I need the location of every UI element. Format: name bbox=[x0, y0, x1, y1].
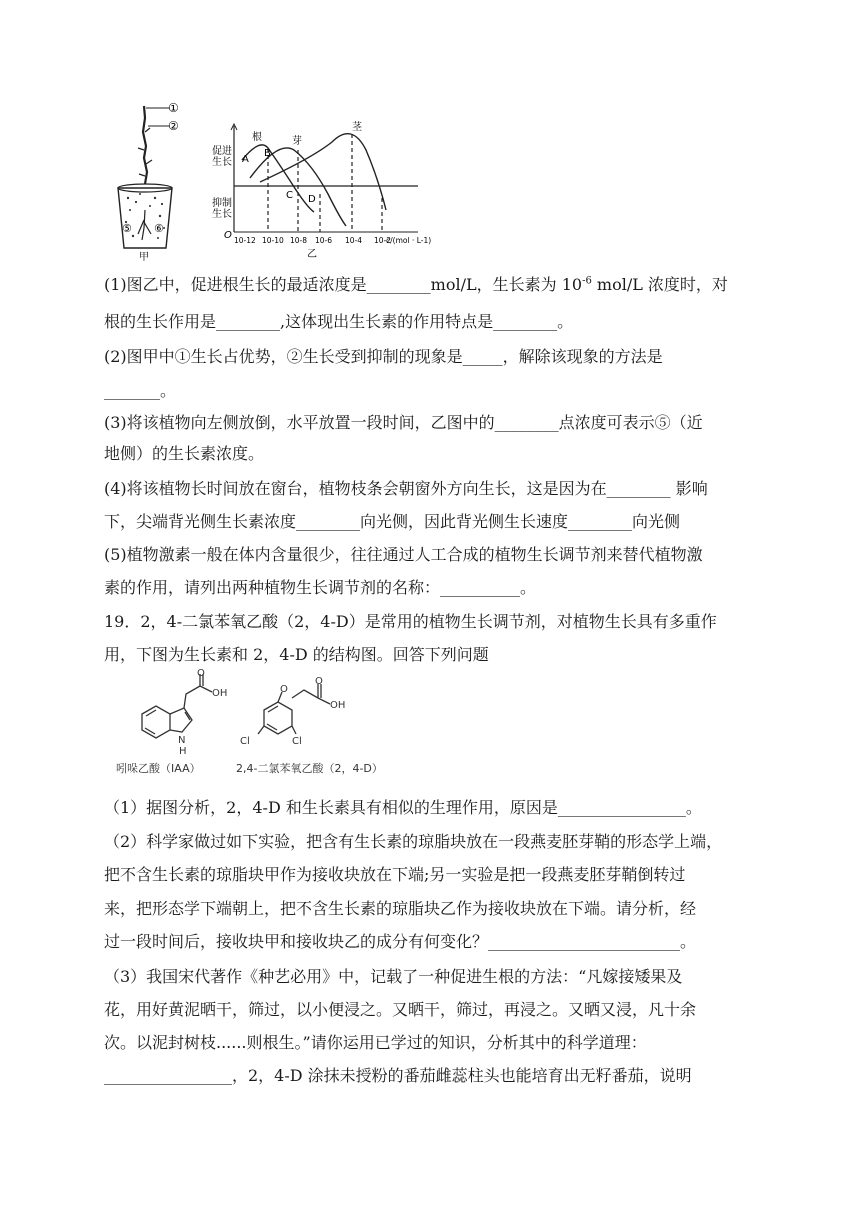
iaa-OH: OH bbox=[212, 688, 228, 699]
q19-3-line-2: 花，用好黄泥晒干，筛过，以小便浸之。又晒干，筛过，再浸之。又晒又浸，凡十余 bbox=[104, 1000, 697, 1019]
x-tick-5: 10-4 bbox=[345, 236, 363, 245]
q19-2-line-4: 过一段时间后，接收块甲和接收块乙的成分有何变化？________________________。 bbox=[104, 932, 697, 951]
q5-line-2: 素的作用，请列出两种植物生长调节剂的名称：__________。 bbox=[104, 578, 537, 597]
q19-3-line-3: 次。以泥封树枝......则根生。”请你运用已学过的知识，分析其中的科学道理： bbox=[104, 1033, 647, 1052]
y-label-inhibit-2: 生长 bbox=[212, 209, 232, 220]
iaa-N: N bbox=[178, 735, 186, 746]
y-label-inhibit-1: 抑制 bbox=[212, 198, 232, 209]
x-tick-2: 10-10 bbox=[262, 236, 284, 245]
point-A: A bbox=[242, 154, 249, 165]
q4-line-1: (4)将该植物长时间放在窗台，植物枝条会朝窗外方向生长，这是因为在________ 影响 bbox=[104, 479, 708, 498]
q3-line-1: (3)将该植物向左侧放倒，水平放置一段时间，乙图中的________点浓度可表示⑤（近 bbox=[104, 413, 703, 432]
x-axis-unit: c/(mol · L-1) bbox=[386, 236, 432, 245]
iaa-caption: 吲哚乙酸（IAA） bbox=[116, 762, 201, 775]
q19-stem-line-2: 用，下图为生长素和 2，4-D 的结构图。回答下列问题 bbox=[104, 645, 489, 664]
q19-2-line-1: （2）科学家做过如下实验，把含有生长素的琼脂块放在一段燕麦胚芽鞘的形态学上端， bbox=[104, 832, 723, 851]
d24-OH: OH bbox=[330, 700, 346, 711]
x-tick-6: 10-2 bbox=[374, 236, 392, 245]
q19-1-line: （1）据图分析，2，4-D 和生长素具有相似的生理作用，原因是________________。 bbox=[104, 798, 702, 817]
label-yi: 乙 bbox=[307, 249, 317, 260]
d24-ether-O: O bbox=[280, 684, 288, 695]
curve-label-stem: 茎 bbox=[352, 122, 362, 133]
q1-line-2: 根的生长作用是________,这体现出生长素的作用特点是________。 bbox=[104, 312, 574, 331]
d24-structure bbox=[258, 684, 330, 734]
q5-line-1: (5)植物激素一般在体内含量很少，往往通过人工合成的植物生长调节剂来替代植物激 bbox=[104, 545, 703, 564]
q2-line-2: _______。 bbox=[104, 381, 177, 400]
d24-Cl-left: Cl bbox=[240, 736, 250, 747]
iaa-carbonyl-O: O bbox=[197, 668, 205, 679]
label-num6: ⑥ bbox=[154, 222, 164, 235]
label-num2: ② bbox=[168, 119, 179, 133]
d24-Cl-right: Cl bbox=[292, 736, 302, 747]
origin-label: O bbox=[224, 230, 232, 241]
q4-line-2: 下，尖端背光侧生长素浓度________向光侧，因此背光侧生长速度________向光侧 bbox=[104, 512, 681, 531]
q2-line-1: (2)图甲中①生长占优势，②生长受到抑制的现象是_____，解除该现象的方法是 bbox=[104, 347, 663, 366]
q19-3-line-4: ________________，2，4-D 涂抹未授粉的番茄雌蕊柱头也能培育出无籽番茄，说明 bbox=[104, 1066, 692, 1085]
point-B: B bbox=[264, 148, 271, 159]
point-C: C bbox=[286, 190, 293, 201]
x-tick-1: 10-12 bbox=[234, 236, 256, 245]
curve-label-root: 根 bbox=[252, 132, 262, 143]
iaa-H: H bbox=[179, 746, 187, 757]
q19-2-line-2: 把不含生长素的琼脂块甲作为接收块放在下端;另一实验是把一段燕麦胚芽鞘倒转过 bbox=[104, 865, 686, 884]
d24-carbonyl-O: O bbox=[315, 676, 323, 687]
figure-structures bbox=[112, 668, 402, 780]
y-label-promote-2: 生长 bbox=[212, 157, 232, 168]
d24-caption: 2,4-二氯苯氧乙酸（2，4-D） bbox=[236, 762, 383, 775]
x-tick-3: 10-8 bbox=[290, 236, 308, 245]
iaa-structure bbox=[142, 674, 212, 738]
label-num5: ⑤ bbox=[122, 222, 132, 235]
x-tick-4: 10-6 bbox=[315, 236, 333, 245]
point-D: D bbox=[308, 194, 316, 205]
y-label-promote-1: 促进 bbox=[212, 146, 232, 157]
curve-label-bud: 芽 bbox=[292, 136, 302, 147]
q3-line-2: 地侧）的生长素浓度。 bbox=[104, 444, 265, 463]
label-jia: 甲 bbox=[139, 252, 149, 263]
q19-3-line-1: （3）我国宋代著作《种艺必用》中，记载了一种促进生根的方法：“凡嫁接矮果及 bbox=[104, 967, 683, 986]
label-num1: ① bbox=[168, 101, 179, 115]
q1-line-1: (1)图乙中，促进根生长的最适浓度是________mol/L，生长素为 $10^{-6}$ mol/L 浓度时，对 bbox=[104, 275, 728, 294]
figure-plant-and-auxin-curves bbox=[100, 98, 430, 270]
q19-2-line-3: 来，把形态学下端朝上，把不含生长素的琼脂块乙作为接收块放在下端。请分析，经 bbox=[104, 899, 697, 918]
q19-stem-line-1: 19．2，4-二氯苯氧乙酸（2，4-D）是常用的植物生长调节剂，对植物生长具有多重作 bbox=[104, 612, 717, 631]
